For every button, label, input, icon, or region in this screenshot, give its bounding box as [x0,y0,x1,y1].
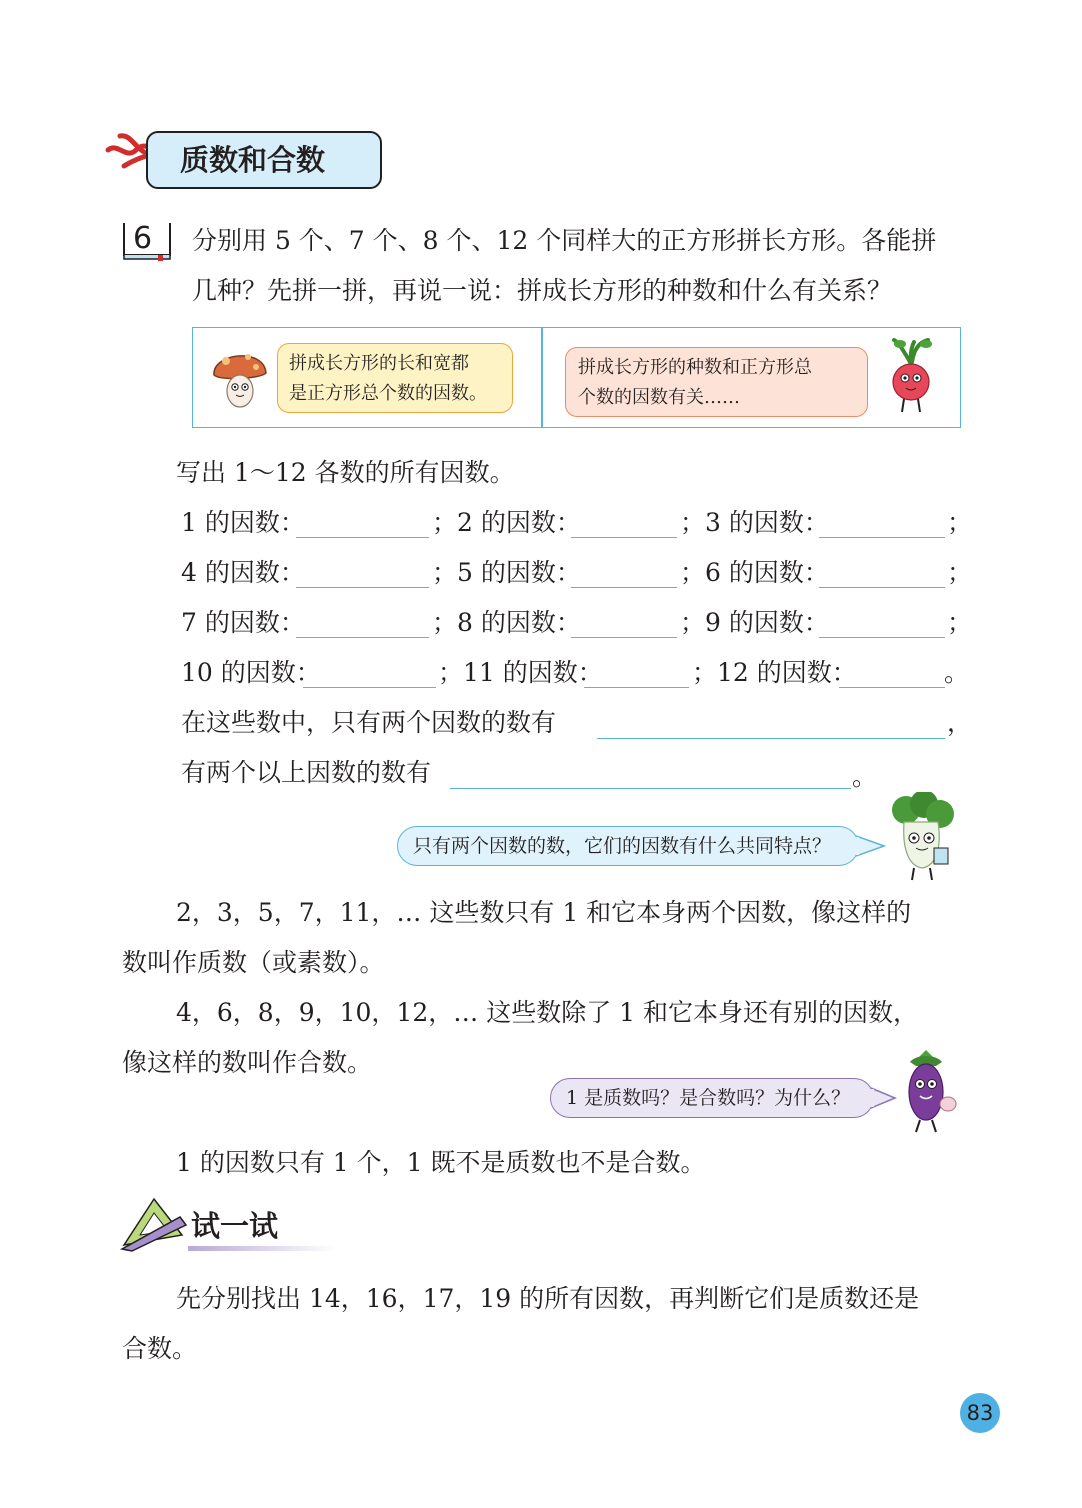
radish-character-icon [880,338,942,416]
two-factors-end: ， [947,708,973,737]
factor-sep-1: ； [432,508,458,537]
problem-text-line2: 几种？先拼一拼，再说一说：拼成长方形的种数和什么有关系？ [192,276,893,305]
try-title-underline [188,1246,336,1251]
factor-blank-2[interactable] [571,537,677,538]
more-factors-end: 。 [852,762,878,791]
two-factors-blank[interactable] [597,738,945,739]
factor-blank-11[interactable] [584,687,689,688]
factor-sep-9: ； [947,608,973,637]
cabbage-character-icon [884,792,960,884]
composite-def-line2: 像这样的数叫作合数。 [122,1048,373,1077]
factor-label-12: 12 的因数： [717,658,857,687]
dialog-left-line1: 拼成长方形的长和宽都 [289,353,469,374]
factor-sep-7: ； [432,608,458,637]
question-text-2: 1 是质数吗？是合数吗？为什么？ [566,1087,851,1109]
prime-def-line1: 2，3，5，7，11，… 这些数只有 1 和它本身两个因数，像这样的 [176,898,912,927]
prime-def-line2: 数叫作质数（或素数）。 [122,948,385,977]
dialog-divider [541,327,543,428]
more-factors-blank[interactable] [450,788,851,789]
more-factors-text: 有两个以上因数的数有 [181,758,432,787]
try-title: 试一试 [191,1209,279,1243]
mushroom-character-icon [210,345,268,415]
factor-sep-8: ； [680,608,706,637]
factor-sep-12: 。 [944,658,970,687]
try-text-line2: 合数。 [122,1334,198,1363]
factor-label-2: 2 的因数： [457,508,581,537]
one-statement: 1 的因数只有 1 个，1 既不是质数也不是合数。 [176,1148,706,1177]
bubble-tail-icon-2 [871,1086,897,1110]
factor-label-4: 4 的因数： [181,558,305,587]
two-factors-text: 在这些数中，只有两个因数的数有 [181,708,557,737]
dialog-right-line2: 个数的因数有关…… [578,387,740,408]
factor-blank-6[interactable] [819,587,945,588]
section-title: 质数和合数 [180,143,326,177]
factor-blank-4[interactable] [296,587,429,588]
factor-label-6: 6 的因数： [705,558,829,587]
question-text-1: 只有两个因数的数，它们的因数有什么共同特点？ [413,835,832,857]
factor-label-7: 7 的因数： [181,608,305,637]
factor-sep-3: ； [947,508,973,537]
factor-label-11: 11 的因数： [463,658,603,687]
factor-sep-11: ； [692,658,718,687]
factor-label-3: 3 的因数： [705,508,829,537]
factor-sep-10: ； [438,658,464,687]
dialog-right-line1: 拼成长方形的种数和正方形总 [578,357,812,378]
factor-blank-9[interactable] [819,637,945,638]
problem-text-line1: 分别用 5 个、7 个、8 个、12 个同样大的正方形拼长方形。各能拼 [192,226,937,255]
triangle-ruler-icon [120,1195,190,1253]
page-number: 83 [960,1393,1000,1433]
factor-label-9: 9 的因数： [705,608,829,637]
factor-sep-6: ； [947,558,973,587]
problem-number: 6 [133,221,153,256]
factor-label-5: 5 的因数： [457,558,581,587]
factor-blank-8[interactable] [571,637,677,638]
try-text-line1: 先分别找出 14，16，17，19 的所有因数，再判断它们是质数还是 [176,1284,920,1313]
factor-blank-5[interactable] [571,587,677,588]
dialog-left-line2: 是正方形总个数的因数。 [289,383,487,404]
composite-def-line1: 4，6，8，9，10，12，… 这些数除了 1 和它本身还有别的因数， [176,998,918,1027]
factor-blank-12[interactable] [839,687,945,688]
factor-label-1: 1 的因数： [181,508,305,537]
factor-sep-2: ； [680,508,706,537]
factor-blank-7[interactable] [296,637,429,638]
factor-sep-4: ； [432,558,458,587]
factor-instruction: 写出 1～12 各数的所有因数。 [176,458,515,487]
factor-blank-3[interactable] [819,537,945,538]
bubble-tail-icon [856,834,886,858]
eggplant-character-icon [896,1048,960,1134]
factor-sep-5: ； [680,558,706,587]
factor-label-10: 10 的因数： [181,658,321,687]
factor-label-8: 8 的因数： [457,608,581,637]
factor-blank-10[interactable] [303,687,436,688]
factor-blank-1[interactable] [296,537,429,538]
